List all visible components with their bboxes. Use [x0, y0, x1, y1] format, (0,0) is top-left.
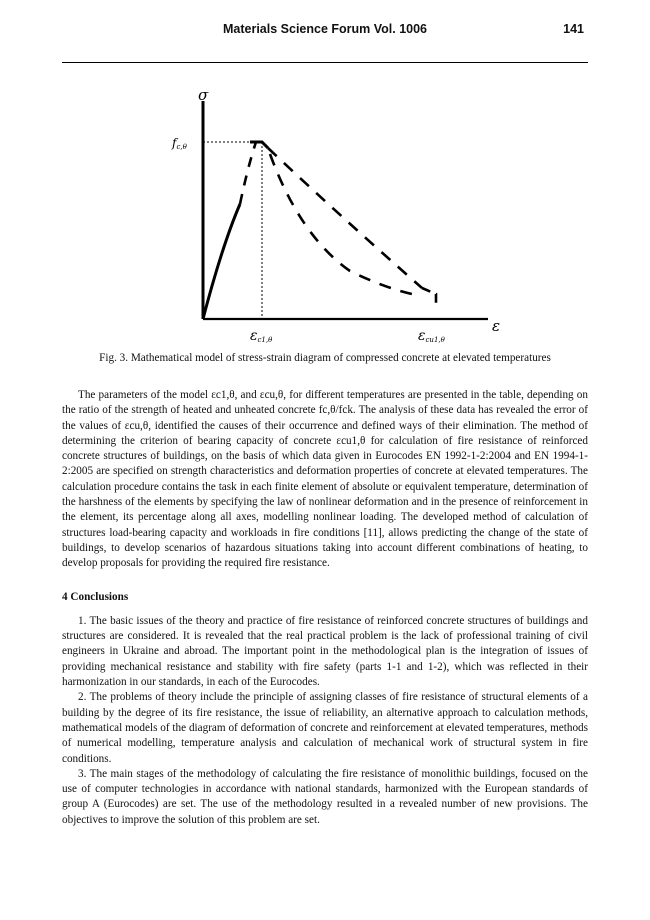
peak-label: fc,θ [172, 136, 187, 151]
ascending-branch-solid [203, 204, 240, 319]
eps1-label: εc1,θ [250, 328, 273, 344]
conclusion-item: 3. The main stages of the methodology of calculating the fire resistance of monolithic buildings, focused on the use of computer technologies in accordance with national standards, harmonized with the European standards of group A (Eurocodes) are set. The use of the methodology resulted in a revealed number of new provisions. The objectives to improve the solution of this problem are set. [62, 767, 588, 826]
conclusion-item: 2. The problems of theory include the principle of assigning classes of fire resistance of structural elements of a building by the degree of its fire resistance, the issue of reliability, an alternative approach to calculation methods, mathematical models of the diagram of deformation of concrete and reinforcement at elevated temperatures, methods of numerical modelling, temperature analysis and calculation of mechanical work of structural system in fire conditions. [62, 691, 588, 765]
peak-cap [250, 142, 268, 148]
ascending-branch-dashed [240, 142, 256, 204]
paragraph: The parameters of the model εc1,θ, and εcu,θ, for different temperatures are presented in the table, depending on the ratio of the strength of heated and unheated concrete fc,θ/fck. The analysis of these data has revealed the error of the values of εcu,θ, identified the causes of their occurrence and defined ways of their elimination. The method of determining the criterion of bearing capacity of concrete εcu1,θ for calculation of fire resistance of reinforced concrete structures of buildings, on the basis of which data given in Eurocodes EN 1992-1-2:2004 and EN 1994-1-2:2005 are specified on strength characteristics and deformation properties of concrete at elevated temperatures. The calculation procedure contains the task in each finite element of absolute or equivalent temperature, determination of the harshness of the elements by specifying the law of nonlinear deformation and in the presence of reinforcement in the element, its percentage along all axes, modelling nonlinear loading. The developed method of calculation of structures load-bearing capacity and workloads in fire conditions [11], allows predicting the change of the state of buildings, to develop scenarios of hazardous situations taking into account different combinations of heating, to develop proposals for providing the required fire resistance. [62, 389, 588, 570]
x-axis-label: ε [492, 317, 501, 335]
page-number: 141 [563, 22, 584, 36]
stress-strain-figure [150, 76, 510, 346]
y-axis-label: σ [198, 86, 209, 104]
body-text [62, 388, 588, 828]
journal-title: Materials Science Forum Vol. 1006 [222, 22, 428, 36]
descending-branch-lower [270, 154, 412, 294]
conclusion-item: 1. The basic issues of the theory and practice of fire resistance of reinforced concrete structures of buildings and structures are considered. It is revealed that the real practical problem is the lack of professional training of civil engineers in Ukraine and abroad. The important point in the methodological plan is the integration of issues of providing mechanical resistance and stability with fire safety (parts 1-1 and 1-2), which was reflected in their harmonization in our standards, in each of the Eurocodes. [62, 614, 588, 689]
figure-caption: Fig. 3. Mathematical model of stress-strain diagram of compressed concrete at elevated temperatures [99, 352, 551, 364]
running-header [62, 22, 588, 42]
header-rule [62, 62, 588, 63]
ultimate-tail [422, 288, 436, 308]
section-heading: 4 Conclusions [62, 590, 129, 603]
epscu-label: εcu1,θ [418, 328, 445, 344]
